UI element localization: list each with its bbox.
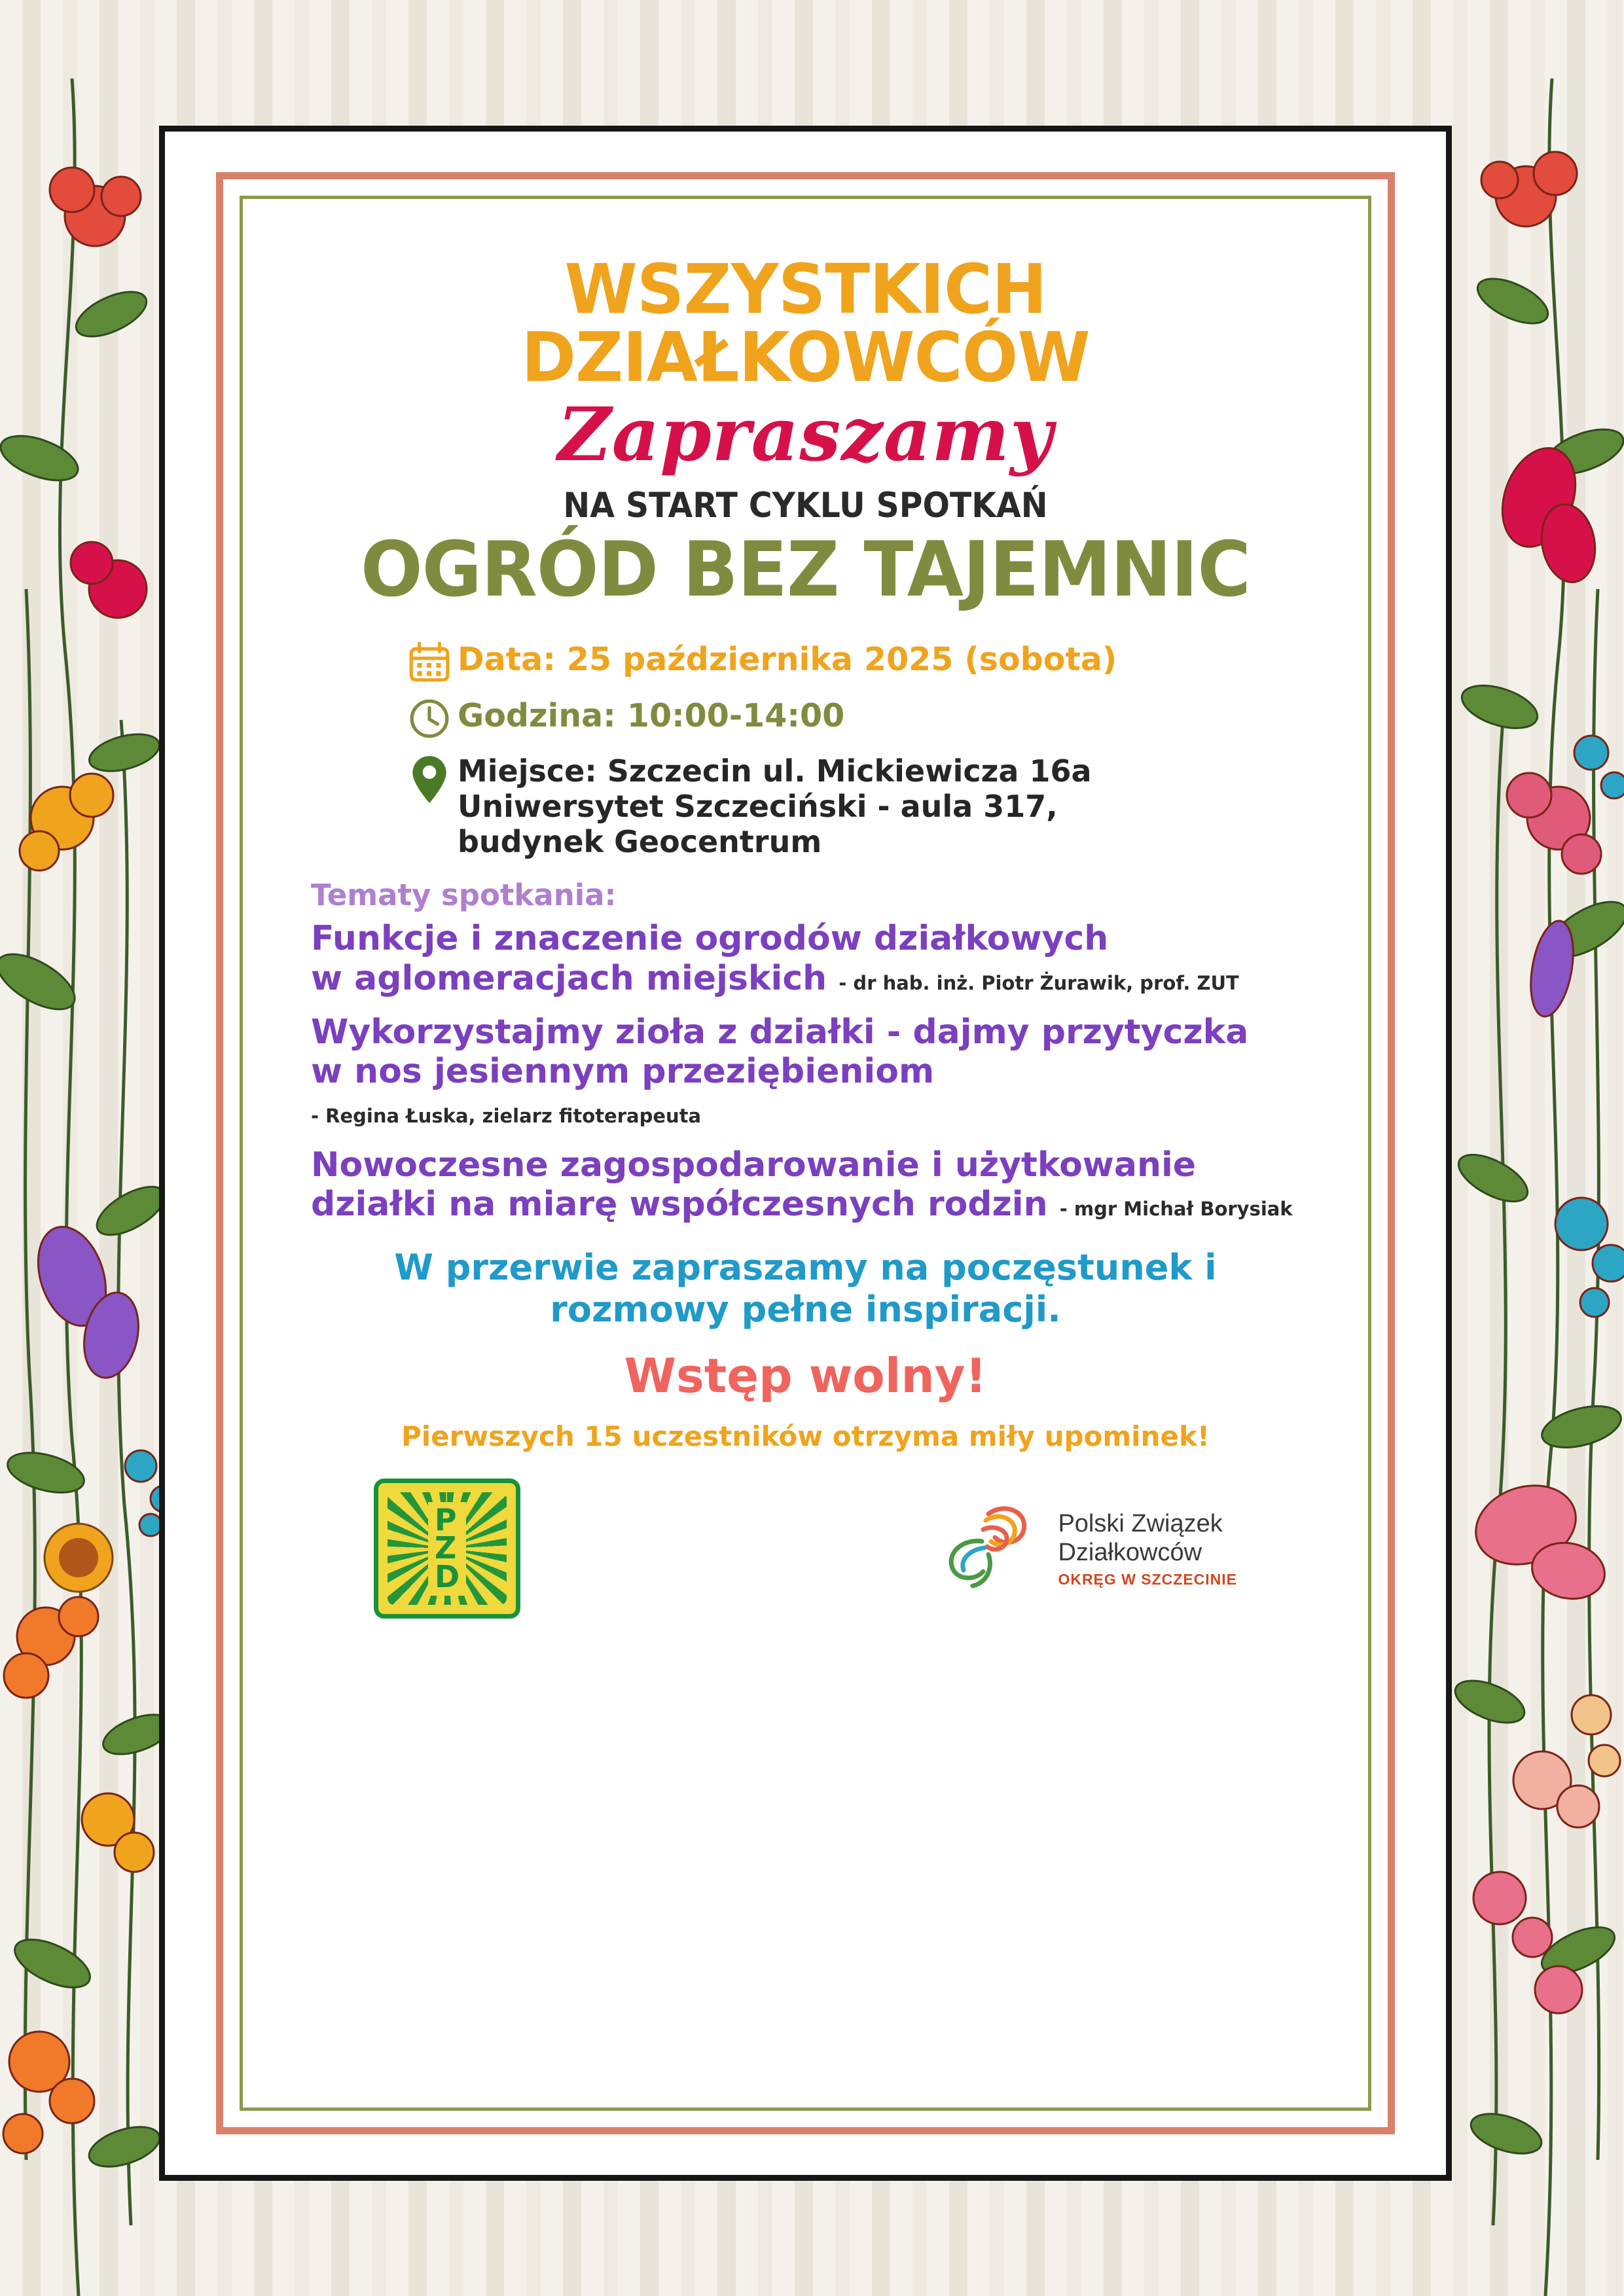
pzd-letter-d: D (434, 1559, 460, 1595)
topic-3-line-1: Nowoczesne zagospodarowanie i użytkowanie (311, 1145, 1197, 1185)
break-note (289, 1247, 1322, 1332)
topics-section (289, 878, 1322, 1224)
floral-decoration-right (1428, 0, 1624, 2296)
poster-card (159, 126, 1452, 2181)
event-location-row (401, 751, 1322, 860)
event-date-text: Data: 25 października 2025 (sobota) (458, 640, 1117, 678)
location-line-1: Miejsce: Szczecin ul. Mickiewicza 16a (458, 753, 1092, 789)
org-name-line-1: Polski Związek (1058, 1509, 1223, 1537)
pzd-logo-letters (428, 1502, 466, 1596)
topic-1-line-1: Funkcje i znaczenie ogrodów działkowych (311, 919, 1109, 959)
map-pin-icon (401, 751, 458, 806)
pzd-okreg-text (1058, 1509, 1237, 1588)
topic-item (311, 1145, 1322, 1225)
flower-leaf-mark-icon (926, 1498, 1043, 1600)
topic-2-line-2: w nos jesiennym przeziębieniom (311, 1052, 935, 1092)
topic-3-line-2: działki na miarę współczesnych rodzin (311, 1185, 1048, 1225)
poster-frame-outer (216, 172, 1395, 2134)
headline-invite-all: WSZYSTKICH DZIAŁKOWCÓW (521, 249, 1090, 397)
location-line-2: Uniwersytet Szczeciński - aula 317, (458, 788, 1058, 824)
org-name-line-2: Działkowców (1058, 1538, 1202, 1566)
event-time-row (401, 694, 1322, 740)
topic-1-line-2: w aglomeracjach miejskich (311, 958, 827, 998)
clock-icon (401, 694, 458, 740)
break-note-line-1: W przerwie zapraszamy na poczęstunek i (394, 1246, 1217, 1288)
event-details (289, 638, 1322, 860)
free-entry-text: Wstęp wolny! (624, 1348, 987, 1404)
pzd-okreg-logo (926, 1498, 1237, 1600)
topic-2-author: - Regina Łuska, zielarz fitoterapeuta (311, 1104, 702, 1127)
topics-title: Tematy spotkania: (311, 878, 617, 913)
topic-1-author: - dr hab. inż. Piotr Żurawik, prof. ZUT (839, 971, 1239, 994)
logo-row (289, 1452, 1322, 1619)
headline-subtitle: NA START CYKLU SPOTKAŃ (563, 485, 1048, 526)
topic-3-author: - mgr Michał Borysiak (1059, 1198, 1293, 1221)
topic-2-line-1: Wykorzystajmy zioła z działki - dajmy przytyczka (311, 1013, 1249, 1052)
headline-welcome: Zapraszamy (557, 392, 1054, 478)
pzd-logo (374, 1479, 520, 1619)
poster-content (243, 199, 1368, 2108)
gift-note-text: Pierwszych 15 uczestników otrzyma miły upominek! (401, 1420, 1210, 1453)
headline-series-title: OGRÓD BEZ TAJEMNIC (360, 525, 1251, 614)
calendar-icon (401, 638, 458, 684)
event-time-text: Godzina: 10:00-14:00 (458, 696, 845, 734)
event-location-text (458, 751, 1092, 860)
pzd-letter-p: P (434, 1501, 457, 1537)
location-line-3: budynek Geocentrum (458, 824, 822, 860)
break-note-line-2: rozmowy pełne inspiracji. (550, 1289, 1061, 1331)
poster-frame-inner (240, 196, 1371, 2111)
org-region-label: OKRĘG W SZCZECINIE (1058, 1570, 1237, 1588)
pzd-letter-z: Z (434, 1530, 457, 1566)
topic-item (311, 919, 1322, 998)
event-date-row (401, 638, 1322, 684)
topic-item (311, 1013, 1322, 1131)
